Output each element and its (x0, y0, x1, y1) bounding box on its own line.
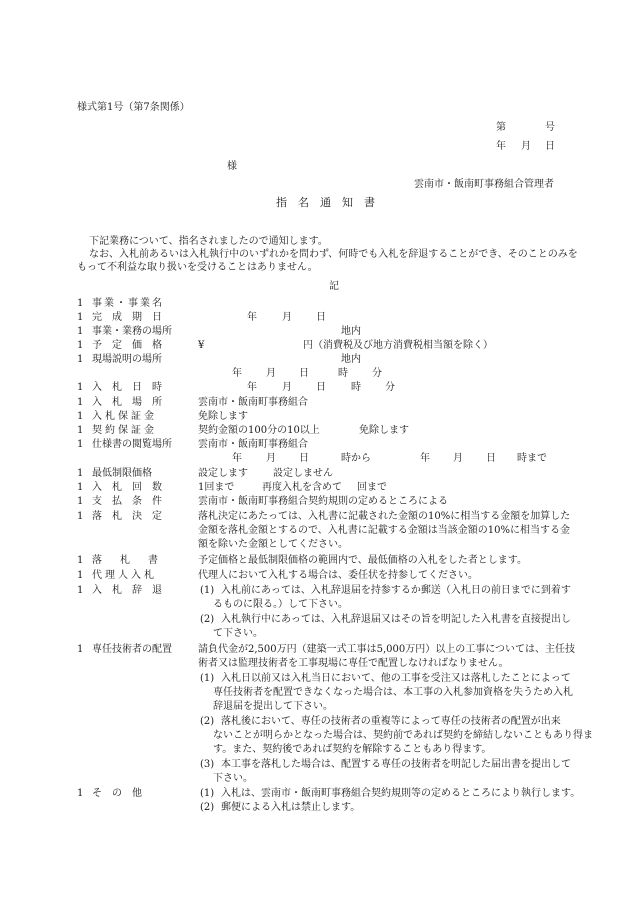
contract-deposit-exempt: 免除します (359, 425, 409, 436)
engineer-1-line-2: 専任技術者を配置できなくなった場合は、本工事の入札参加資格を失うため入札 (213, 687, 573, 698)
completion-year: 年 (247, 312, 257, 323)
spec-viewing-value: 雲南市・飯南町事務組合 (198, 439, 308, 450)
item-marker: 1 (77, 482, 84, 493)
proxy-bid-value: 代理人において入札する場合は、委任状を持参してください。 (198, 570, 478, 581)
engineer-1-line-3: 辞退届を提出して下さい。 (213, 701, 333, 712)
spec-from-year: 年 (232, 453, 242, 464)
date-year: 年 (496, 141, 506, 152)
bid-rounds-once: 1回まで (198, 482, 235, 493)
engineer-num-2: (2) (200, 716, 215, 727)
briefing-month: 月 (266, 368, 276, 379)
other-line-2: 郵便による入札は禁止します。 (221, 802, 361, 813)
label-estimated-price: 予定価格 (92, 340, 172, 351)
item-marker: 1 (77, 354, 84, 365)
item-marker: 1 (77, 496, 84, 507)
item-marker: 1 (77, 397, 84, 408)
label-minimum-price: 最低制限価格 (92, 468, 152, 479)
withdrawal-line-1: 入札前にあっては、入札辞退届を持参するか郵送（入札日の前日までに到着す (221, 585, 571, 596)
label-bid-withdrawal: 入札辞退 (92, 585, 172, 596)
addressee-suffix: 様 (227, 161, 237, 172)
bid-month: 月 (282, 382, 292, 393)
other-line-1: 入札は、雲南市・飯南町事務組合契約規則等の定めるところにより執行します。 (221, 788, 581, 799)
item-marker: 1 (77, 788, 84, 799)
withdrawal-num-1: (1) (200, 585, 215, 596)
project-location-value: 地内 (341, 326, 361, 337)
label-award-decision: 落札決定 (92, 511, 172, 522)
briefing-location-value: 地内 (341, 354, 361, 365)
item-marker: 1 (77, 585, 84, 596)
label-briefing-location: 現場説明の場所 (92, 354, 162, 365)
completion-month: 月 (282, 312, 292, 323)
label-spec-viewing: 仕様書の閲覧場所 (92, 439, 172, 450)
label-payment-terms: 支払条件 (92, 496, 172, 507)
item-marker: 1 (77, 340, 84, 351)
withdrawal-line-1b: るものに限る。）して下さい。 (213, 599, 348, 610)
bid-year: 年 (247, 382, 257, 393)
award-value: 予定価格と最低制限価格の範囲内で、最低価格の入札をした者とします。 (198, 555, 527, 566)
spec-to-hour: 時まで (517, 453, 547, 464)
item-marker: 1 (77, 511, 84, 522)
label-other: そ の 他 (92, 788, 142, 799)
engineer-line-1: 請負代金が2,500万円（建築一式工事は5,000万円）以上の工事については、主任技 (198, 644, 576, 655)
yen-symbol: ¥ (198, 340, 205, 351)
label-bid-datetime: 入札日時 (92, 382, 172, 393)
item-marker: 1 (77, 555, 84, 566)
label-bid-rounds: 入札回数 (92, 482, 172, 493)
engineer-2-line-2: ないことが明らかとなった場合は、契約前であれば契約を締結しないこともあり得ま (213, 730, 593, 741)
briefing-year: 年 (232, 368, 242, 379)
item-marker: 1 (77, 439, 84, 450)
withdrawal-line-2b: て下さい。 (213, 628, 263, 639)
intro-line-3: もって不利益な取り扱いを受けることはありません。 (77, 262, 318, 273)
date-day: 日 (545, 141, 555, 152)
item-marker: 1 (77, 644, 84, 655)
label-contract-deposit: 契約保証金 (92, 425, 157, 436)
briefing-hour: 時 (338, 368, 348, 379)
label-bid-place: 入札場所 (92, 397, 172, 408)
intro-line-2: なお、入札前あるいは入札執行中のいずれかを問わず、何時でも入札を辞退することができ、そのことのみを (89, 249, 578, 260)
engineer-line-2: 術者又は監理技術者を工事現場に専任で配置しなければなりません。 (198, 658, 509, 669)
other-num-1: (1) (200, 788, 215, 799)
withdrawal-num-2: (2) (200, 614, 215, 625)
item-marker: 1 (77, 570, 84, 581)
spec-from-month: 月 (266, 453, 276, 464)
engineer-3-line-1: 本工事を落札した場合は、配置する専任の技術者を明記した届出書を提出して (221, 759, 571, 770)
bid-rounds-including: 再度入札を含めて (262, 482, 342, 493)
withdrawal-line-2: 入札執行中にあっては、入札辞退届又はその旨を明記した入札書を直接提出し (221, 614, 571, 625)
item-marker: 1 (77, 411, 84, 422)
number-suffix: 号 (545, 122, 555, 133)
min-price-not-set: 設定しません (273, 468, 333, 479)
engineer-2-line-1: 落札後において、専任の技術者の重複等によって専任の技術者の配置が出来 (221, 716, 561, 727)
award-decision-line-2: 金額を落札金額とするので、入札書に記載する金額は当該金額の10%に相当する金 (198, 525, 571, 536)
bid-rounds-up-to: 回まで (357, 482, 387, 493)
label-completion-date: 完成期日 (92, 312, 172, 323)
bid-minute: 分 (385, 382, 395, 393)
date-month: 月 (521, 141, 531, 152)
bid-day: 日 (316, 382, 326, 393)
item-marker: 1 (77, 425, 84, 436)
contract-deposit-value: 契約金額の100分の10以上 (198, 425, 320, 436)
number-prefix: 第 (496, 122, 506, 133)
other-num-2: (2) (200, 802, 215, 813)
label-bid-deposit: 入札保証金 (92, 411, 157, 422)
item-marker: 1 (77, 382, 84, 393)
item-marker: 1 (77, 298, 84, 309)
bid-hour: 時 (351, 382, 361, 393)
engineer-3-line-2: 下さい。 (213, 773, 253, 784)
spec-from-hour: 時から (341, 453, 371, 464)
label-proxy-bid: 代理人入札 (92, 570, 157, 581)
completion-day: 日 (316, 312, 326, 323)
estimated-price-value: 円（消費税及び地方消費税相当額を除く） (303, 340, 493, 351)
ki-heading: 記 (329, 281, 339, 292)
item-marker: 1 (77, 312, 84, 323)
bid-place-value: 雲南市・飯南町事務組合 (198, 397, 308, 408)
item-marker: 1 (77, 468, 84, 479)
label-project-name: 事業・事業名 (92, 298, 164, 309)
engineer-1-line-1: 入札日以前又は入札当日において、他の工事を受注又は落札したことによって (221, 673, 571, 684)
document-title: 指 名 通 知 書 (276, 196, 375, 209)
spec-to-month: 月 (453, 453, 463, 464)
label-dedicated-engineer: 専任技術者の配置 (92, 644, 172, 655)
item-marker: 1 (77, 326, 84, 337)
briefing-day: 日 (299, 368, 309, 379)
briefing-minute: 分 (372, 368, 382, 379)
engineer-num-3: (3) (200, 759, 215, 770)
sender-name: 雲南市・飯南町事務組合管理者 (414, 179, 554, 190)
label-award: 落札書 (92, 555, 176, 566)
award-decision-line-1: 落札決定にあたっては、入札書に記載された金額の10%に相当する金額を加算した (198, 511, 571, 522)
spec-to-year: 年 (420, 453, 430, 464)
engineer-num-1: (1) (200, 673, 215, 684)
min-price-set: 設定します (198, 468, 248, 479)
spec-from-day: 日 (299, 453, 309, 464)
form-label: 様式第1号（第7条関係） (77, 102, 190, 113)
bid-deposit-value: 免除します (198, 411, 248, 422)
spec-to-day: 日 (486, 453, 496, 464)
payment-terms-value: 雲南市・飯南町事務組合契約規則の定めるところによる (198, 496, 448, 507)
label-project-location: 事業・業務の場所 (92, 326, 172, 337)
intro-line-1: 下記業務について、指名されましたので通知します。 (89, 236, 328, 247)
award-decision-line-3: 額を除いた金額としてください。 (198, 539, 348, 550)
engineer-2-line-3: す。また、契約後であれば契約を解除することもあり得ます。 (213, 744, 492, 755)
